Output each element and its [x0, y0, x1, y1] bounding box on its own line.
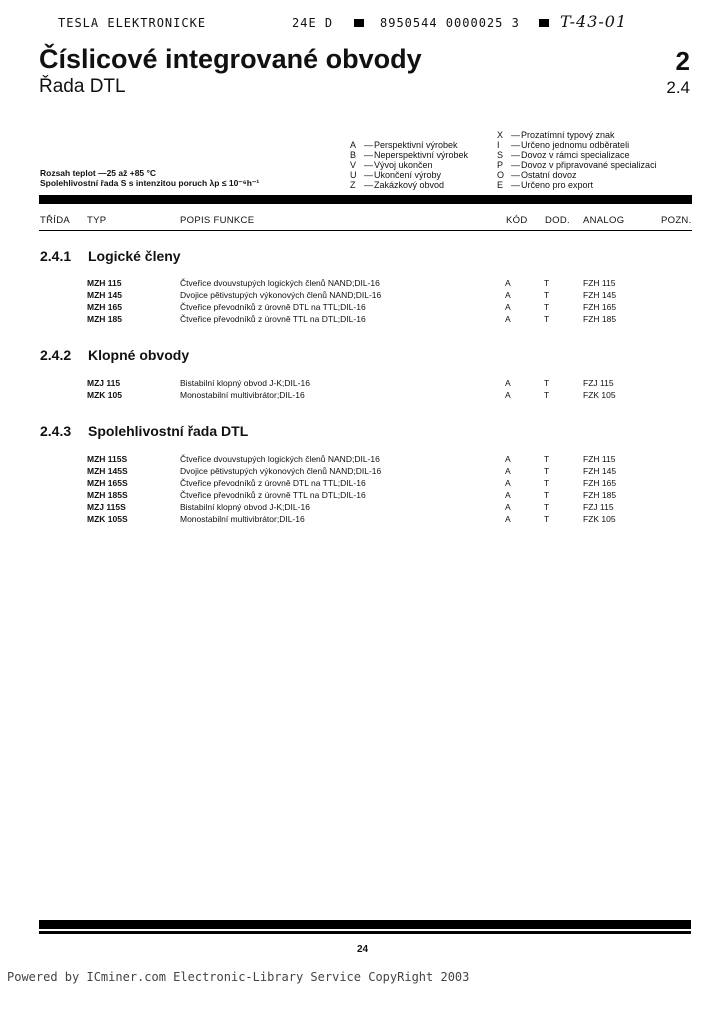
cell-popis: Bistabilní klopný obvod J-K;DIL-16 — [180, 378, 310, 388]
cell-typ: MZH 185S — [87, 490, 128, 500]
cell-kod: A — [505, 390, 511, 400]
legend-dash: — — [511, 160, 520, 170]
legend-key: A — [350, 140, 357, 150]
legend-key: E — [497, 180, 504, 190]
cell-dod: T — [544, 502, 550, 512]
legend-row — [350, 180, 468, 190]
bottom-rule — [39, 920, 691, 929]
cell-analog: FZH 185 — [583, 490, 617, 500]
legend-text: Dovoz v rámci specializace — [521, 150, 630, 160]
legend-text: Neperspektivní výrobek — [374, 150, 469, 160]
cell-popis: Čtveřice dvouvstupých logických členů NAND;DIL-16 — [180, 278, 380, 288]
cell-kod: A — [505, 302, 511, 312]
legend-text: Určeno jednomu odběrateli — [521, 140, 630, 150]
legend-dash: — — [364, 180, 373, 190]
cell-analog: FZK 105 — [583, 514, 616, 524]
col-header-typ: TYP — [87, 215, 107, 226]
cell-popis: Čtveřice převodníků z úrovně TTL na DTL;DIL-16 — [180, 314, 366, 324]
section-number: 2.4.1 — [40, 248, 72, 264]
cell-analog: FZH 115 — [583, 278, 616, 288]
cell-dod: T — [544, 314, 550, 324]
cell-popis: Čtveřice dvouvstupých logických členů NAND;DIL-16 — [180, 454, 380, 464]
legend-key: S — [497, 150, 504, 160]
cell-typ: MZK 105S — [87, 514, 128, 524]
scan-mark — [539, 19, 549, 27]
legend-codes-left — [350, 140, 468, 190]
legend-row — [497, 130, 657, 140]
cell-popis: Čtveřice převodníků z úrovně DTL na TTL;DIL-16 — [180, 302, 366, 312]
section-number: 2.4 — [666, 78, 690, 97]
cell-popis: Monostabilní multivibrátor;DIL-16 — [180, 390, 305, 400]
cell-dod: T — [544, 514, 550, 524]
cell-dod: T — [544, 466, 550, 476]
cell-dod: T — [544, 390, 550, 400]
legend-key: B — [350, 150, 357, 160]
cell-kod: A — [505, 278, 511, 288]
header-rule — [39, 230, 692, 231]
legend-dash: — — [511, 140, 520, 150]
legend-row — [497, 170, 657, 180]
legend-text: Dovoz v připravované specializaci — [521, 160, 657, 170]
col-header-analog: ANALOG — [583, 215, 625, 226]
legend-codes-right — [497, 130, 657, 190]
cell-analog: FZJ 115 — [583, 378, 614, 388]
cell-kod: A — [505, 466, 511, 476]
cell-analog: FZH 165 — [583, 302, 617, 312]
scan-code-1: 24E D — [292, 16, 334, 30]
col-header-trida: TŘÍDA — [40, 215, 70, 226]
cell-typ: MZH 165S — [87, 478, 128, 488]
top-rule — [39, 195, 692, 204]
col-header-popis: POPIS FUNKCE — [180, 215, 255, 226]
legend-dash: — — [511, 130, 520, 140]
legend-text: Ostatní dovoz — [521, 170, 577, 180]
cell-popis: Čtveřice převodníků z úrovně DTL na TTL;DIL-16 — [180, 478, 366, 488]
cell-typ: MZK 105 — [87, 390, 122, 400]
company-name: TESLA ELEKTRONICKE — [58, 16, 207, 30]
legend-text: Určeno pro export — [521, 180, 594, 190]
cell-kod: A — [505, 502, 511, 512]
cell-typ: MZH 115S — [87, 454, 128, 464]
legend-text: Zakázkový obvod — [374, 180, 445, 190]
legend-key: P — [497, 160, 504, 170]
legend-dash: — — [364, 170, 373, 180]
cell-dod: T — [544, 302, 550, 312]
cell-dod: T — [544, 278, 550, 288]
cell-analog: FZH 115 — [583, 454, 616, 464]
legend-dash: — — [511, 150, 520, 160]
cell-kod: A — [505, 314, 511, 324]
cell-analog: FZH 145 — [583, 290, 617, 300]
cell-kod: A — [505, 514, 511, 524]
cell-typ: MZH 145 — [87, 290, 122, 300]
col-header-kod: KÓD — [506, 215, 528, 226]
legend-text: Prozatímní typový znak — [521, 130, 615, 140]
cell-typ: MZH 115 — [87, 278, 122, 288]
footer-copyright: Powered by ICminer.com Electronic-Library Service CopyRight 2003 — [7, 970, 470, 984]
cell-kod: A — [505, 478, 511, 488]
section-name: Klopné obvody — [88, 347, 190, 363]
page-number: 24 — [357, 944, 369, 955]
scan-mark — [354, 19, 364, 27]
section-number: 2.4.2 — [40, 347, 72, 363]
cell-analog: FZJ 115 — [583, 502, 614, 512]
legend-row — [497, 150, 657, 160]
legend-text: Ukončení výroby — [374, 170, 442, 180]
range-line-1: Rozsah teplot —25 až +85 °C — [40, 168, 157, 178]
legend-key: X — [497, 130, 504, 140]
cell-kod: A — [505, 454, 511, 464]
range-line-2: Spolehlivostní řada S s intenzitou poruch λp ≤ 10⁻⁶h⁻¹ — [40, 178, 260, 188]
legend-row — [497, 160, 657, 170]
cell-kod: A — [505, 378, 511, 388]
legend-dash: — — [364, 140, 373, 150]
section-name: Logické členy — [88, 248, 181, 264]
legend-row — [350, 140, 468, 150]
handwritten-code: T-43-01 — [560, 12, 628, 31]
cell-analog: FZK 105 — [583, 390, 616, 400]
cell-dod: T — [544, 478, 550, 488]
section-heading — [40, 423, 248, 439]
cell-typ: MZJ 115 — [87, 378, 121, 388]
section-name: Spolehlivostní řada DTL — [88, 423, 249, 439]
legend-dash: — — [511, 180, 520, 190]
section-heading — [40, 248, 181, 264]
cell-popis: Dvojice pětivstupých výkonových členů NAND;DIL-16 — [180, 466, 382, 476]
cell-typ: MZH 165 — [87, 302, 122, 312]
legend-row — [497, 180, 657, 190]
scan-code-2: 8950544 0000025 3 — [380, 16, 520, 30]
cell-kod: A — [505, 290, 511, 300]
legend-dash: — — [364, 160, 373, 170]
legend-text: Vývoj ukončen — [374, 160, 433, 170]
temperature-range-note — [40, 168, 259, 188]
col-header-pozn: POZN. — [661, 215, 692, 226]
legend-key: U — [350, 170, 357, 180]
cell-dod: T — [544, 378, 550, 388]
cell-typ: MZH 185 — [87, 314, 122, 324]
legend-dash: — — [511, 170, 520, 180]
chapter-number: 2 — [675, 46, 690, 76]
legend-key: Z — [350, 180, 356, 190]
legend-text: Perspektivní výrobek — [374, 140, 458, 150]
cell-dod: T — [544, 454, 550, 464]
cell-analog: FZH 165 — [583, 478, 617, 488]
legend-key: I — [497, 140, 500, 150]
cell-analog: FZH 185 — [583, 314, 617, 324]
legend-row — [497, 140, 657, 150]
legend-row — [350, 160, 468, 170]
cell-popis: Bistabilní klopný obvod J-K;DIL-16 — [180, 502, 310, 512]
page-title: Číslicové integrované obvody — [39, 44, 422, 74]
cell-dod: T — [544, 290, 550, 300]
cell-popis: Čtveřice převodníků z úrovně TTL na DTL;DIL-16 — [180, 490, 366, 500]
cell-typ: MZJ 115S — [87, 502, 126, 512]
bottom-rule-thin — [39, 931, 691, 934]
cell-typ: MZH 145S — [87, 466, 128, 476]
cell-dod: T — [544, 490, 550, 500]
page-subtitle: Řada DTL — [39, 76, 126, 97]
section-number: 2.4.3 — [40, 423, 72, 439]
cell-popis: Dvojice pětivstupých výkonových členů NAND;DIL-16 — [180, 290, 382, 300]
legend-dash: — — [364, 150, 373, 160]
legend-key: O — [497, 170, 505, 180]
legend-row — [350, 170, 468, 180]
legend-key: V — [350, 160, 357, 170]
legend-row — [350, 150, 468, 160]
cell-popis: Monostabilní multivibrátor;DIL-16 — [180, 514, 305, 524]
cell-analog: FZH 145 — [583, 466, 617, 476]
section-heading — [40, 347, 189, 363]
cell-kod: A — [505, 490, 511, 500]
col-header-dod: DOD. — [545, 215, 570, 226]
